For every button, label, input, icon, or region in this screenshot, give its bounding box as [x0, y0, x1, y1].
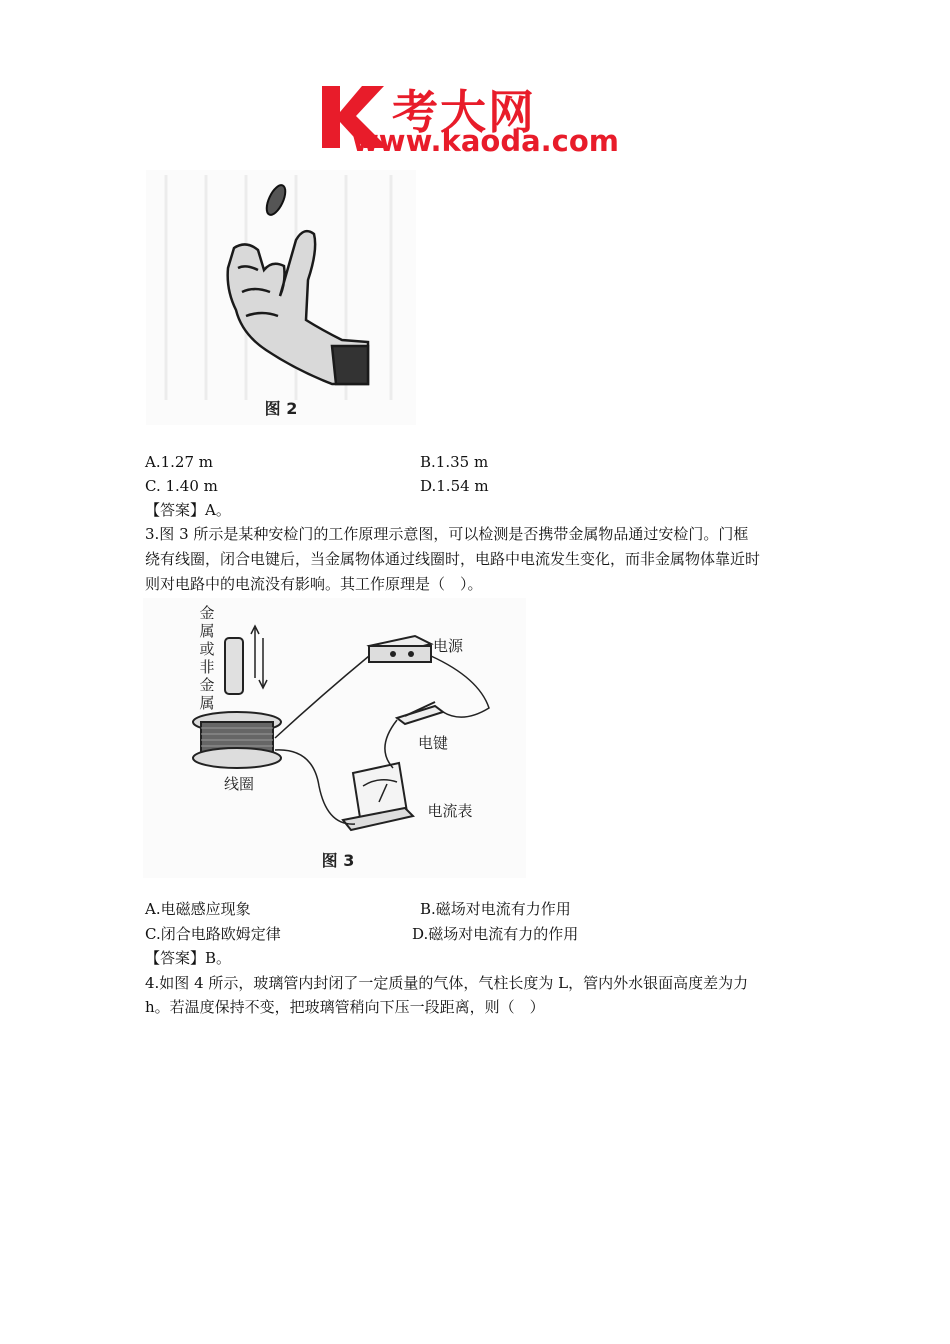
figure-3-illustration	[143, 598, 526, 878]
q3-option-d: D.磁场对电流有力的作用	[412, 925, 579, 943]
coil-label: 线圈	[223, 775, 255, 793]
q2-option-b: B.1.35 m	[420, 453, 489, 471]
q3-line-3: 则对电路中的电流没有影响。其工作原理是（ ）。	[145, 575, 483, 593]
figure-3-caption: 图 3	[321, 851, 355, 870]
logo-chinese: 考大网	[392, 85, 536, 139]
q4-line-1: 4.如图 4 所示，玻璃管内封闭了一定质量的气体，气柱长度为 L，管内外水银面高度差为力	[145, 974, 749, 992]
q3-option-a: A.电磁感应现象	[145, 900, 251, 918]
q2-option-a: A.1.27 m	[145, 453, 213, 471]
q2-answer: 【答案】A。	[145, 501, 231, 519]
q2-option-c: C. 1.40 m	[145, 477, 218, 495]
coil-icon	[193, 712, 281, 768]
ammeter-label: 电流表	[427, 802, 473, 820]
power-label: 电源	[432, 637, 464, 655]
logo-url: www.kaoda.com	[352, 124, 619, 158]
switch-label: 电键	[417, 734, 449, 752]
figure-2-illustration	[146, 170, 416, 425]
q3-line-1: 3.图 3 所示是某种安检门的工作原理示意图，可以检测是否携带金属物品通过安检门。门框	[145, 525, 749, 543]
q3-option-c: C.闭合电路欧姆定律	[145, 925, 281, 943]
q3-option-b: B.磁场对电流有力作用	[420, 900, 571, 918]
q3-answer: 【答案】B。	[145, 949, 232, 967]
q2-option-d: D.1.54 m	[420, 477, 489, 495]
figure-2-caption: 图 2	[264, 399, 298, 418]
metal-label	[199, 604, 214, 712]
q3-line-2: 绕有线圈，闭合电键后，当金属物体通过线圈时，电路中电流发生变化，而非金属物体靠近时	[145, 550, 761, 568]
q4-line-2: h。若温度保持不变，把玻璃管稍向下压一段距离，则（ ）	[145, 998, 545, 1016]
svg-text:金属或非金属: 金属或非金属	[199, 604, 215, 712]
